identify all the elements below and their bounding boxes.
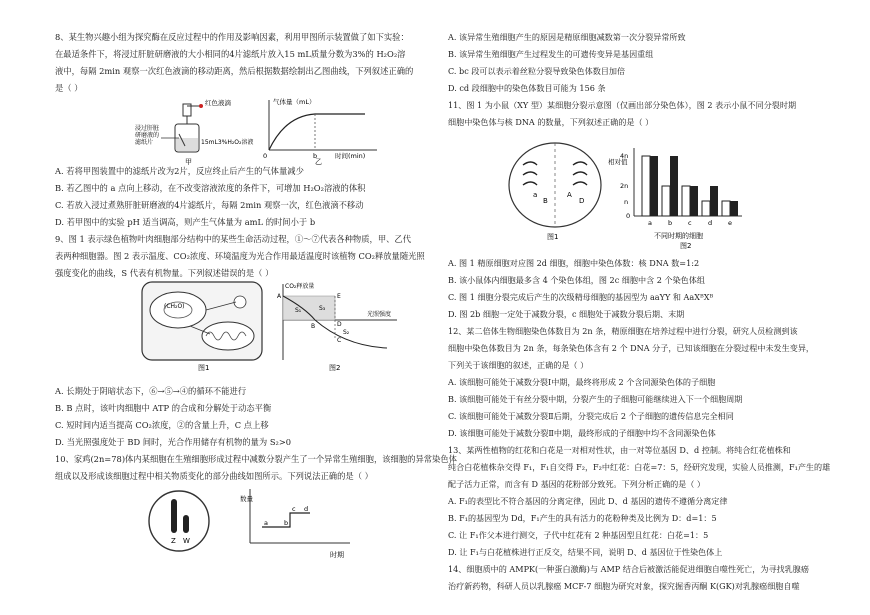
q14-line-1: 14、细胞质中的 AMPK(一种蛋白激酶)与 AMP 结合后被激活能促进细胞自噬性死亡，为寻找乳腺癌 xyxy=(448,564,809,574)
category-label-a: a xyxy=(648,219,652,227)
y-tick-n: n xyxy=(624,198,629,206)
q11-line-1: 11、图 1 为小鼠（XY 型）某细胞分裂示意图（仅画出部分染色体），图 2 表示小鼠不同分裂时期 xyxy=(448,100,797,110)
bar-chromosome-e xyxy=(722,201,730,216)
q13-line-2: 纯合白花植株杂交得 F₁，F₁自交得 F₂，F₂中红花：白花=7：5，经研究发现，实验人员推测，F₁产生的雄 xyxy=(448,462,831,472)
filter-paper-label-1: 浸过肝脏 xyxy=(135,125,160,132)
bar-chromosome-b xyxy=(662,186,670,216)
point-d-label: D xyxy=(337,321,342,328)
q12-option-d: D. 该细胞可能处于减数分裂Ⅱ中期，最终形成的子细胞中均不含同源染色体 xyxy=(448,428,716,438)
bar-chromosome-c xyxy=(682,186,690,216)
co2-curve-lower xyxy=(315,320,387,348)
point-a-label: A xyxy=(277,293,282,300)
q8-line-2: 在最适条件下，将浸过肝脏研磨液的大小相同的4片滤纸片放入15 mL质量分数为3%的 H₂O₂溶 xyxy=(55,49,406,59)
q9-co2-chart xyxy=(275,280,405,372)
q10-quantity-chart xyxy=(240,485,360,563)
figure-1-caption: 图1 xyxy=(198,364,210,372)
bar-dna-a xyxy=(650,156,658,216)
q10-option-a: A. 该异常生殖细胞产生的原因是精原细胞减数第一次分裂异常所致 xyxy=(448,32,686,42)
q8-option-a: A. 若将甲图装置中的滤纸片改为2片，反应终止后产生的气体量减少 xyxy=(55,166,304,176)
filter-paper-label-3: 滤纸片 xyxy=(135,139,154,146)
x-axis-label: 时间(min) xyxy=(335,152,366,160)
z-label: Z xyxy=(171,537,176,545)
bar-dna-e xyxy=(730,201,738,216)
category-label-c: c xyxy=(688,219,692,227)
q13-option-b: B. F₁的基因型为 Dd，F₁产生的具有活力的花粉种类及比例为 D：d=1：5 xyxy=(448,513,717,523)
q8-option-d: D. 若甲图中的实验 pH 适当调高，则产生气体量为 amL 的时间小于 b xyxy=(55,217,316,227)
y-tick-2n: 2n xyxy=(620,182,629,190)
q11-option-a: A. 图 1 精原细胞对应图 2d 细胞，细胞中染色体数：核 DNA 数=1:2 xyxy=(448,258,700,268)
point-e-label: E xyxy=(337,293,341,300)
bar-chromosome-d xyxy=(702,201,710,216)
q9-line-1: 9、图 1 表示绿色植物叶肉细胞部分结构中的某些生命活动过程，①～⑦代表各种物质，甲、乙代 xyxy=(55,234,412,244)
point-b-label: B xyxy=(311,323,316,330)
q9-cell-diagram xyxy=(140,280,270,372)
chromosome-z xyxy=(171,499,177,533)
q9-option-d: D. 当光照强度处于 BD 间时，光合作用储存有机物的量为 S₂>0 xyxy=(55,437,292,447)
red-drop-marker xyxy=(199,104,203,108)
y-axis-label: 气体量（mL） xyxy=(273,98,316,106)
q9-line-3: 强度变化的曲线，S 代表有机物量。下列叙述错误的是（ ） xyxy=(55,268,274,278)
x-axis-label: 时期 xyxy=(330,551,344,559)
point-c-label: C xyxy=(337,337,342,344)
b-label: b xyxy=(313,152,318,160)
q8-line-1: 8、某生物兴趣小组为探究酶在反应过程中的作用及影响因素，利用甲图所示装置做了如下实验： xyxy=(55,32,409,42)
bar-dna-c xyxy=(690,186,698,216)
w-label: W xyxy=(183,537,190,545)
category-labels xyxy=(648,219,732,227)
mark-d: D xyxy=(579,197,585,205)
q9-option-b: B. B 点时，该叶肉细胞中 ATP 的合成和分解处于动态平衡 xyxy=(55,403,272,413)
s1-label: S₁ xyxy=(295,307,302,314)
q13-line-3: 配子活力正常，而含有 D 基因的花粉部分致死。下列分析正确的是（ ） xyxy=(448,479,706,489)
point-c-label: c xyxy=(292,505,296,513)
q8-apparatus-figure xyxy=(135,94,254,166)
q10-line-2: 组成以及形成该细胞过程中相关物质变化的部分曲线如图所示。下列说法正确的是（ ） xyxy=(55,471,373,481)
q10-option-d: D. cd 段细胞中的染色体数目可能为 156 条 xyxy=(448,83,606,93)
point-b-label: b xyxy=(284,519,289,527)
gas-curve xyxy=(269,114,365,150)
mark-a-upper: A xyxy=(567,191,572,199)
q11-option-b: B. 该小鼠体内细胞最多含 4 个染色体组，图 2c 细胞中含 2 个染色体组 xyxy=(448,275,705,285)
chromosome-w xyxy=(183,515,189,533)
flask-liquid xyxy=(176,138,198,151)
x-axis-title: 不同时期的细胞 xyxy=(654,232,703,240)
q12-line-2: 细胞中染色体数目为 2n 条，每条染色体含有 2 个 DNA 分子，已知该细胞在分裂过程中未发生变异， xyxy=(448,343,815,353)
q13-option-c: C. 让 F₁作父本进行测交，子代中红花有 2 种基因型且红花：白花=1：5 xyxy=(448,530,709,540)
bar-dna-d xyxy=(710,186,718,216)
q10-cell-figure xyxy=(143,485,223,557)
bar-chromosome-a xyxy=(642,156,650,216)
q9-option-a: A. 长期处于阴暗状态下，⑥→⑤→④的循环不能进行 xyxy=(55,386,247,396)
q13-option-a: A. F₁的表型比不符合基因的分离定律，因此 D、d 基因的遗传不遵循分离定律 xyxy=(448,496,728,506)
origin-label: 0 xyxy=(263,152,268,160)
mark-b: B xyxy=(543,197,548,205)
q8-option-b: B. 若乙图中的 a 点向上移动，在不改变溶液浓度的条件下，可增加 H₂O₂溶液的体积 xyxy=(55,183,366,193)
q8-gas-curve-figure xyxy=(255,94,385,166)
q8-option-c: C. 若放入浸过煮熟肝脏研磨液的4片滤纸片，每隔 2min 观察一次，红色液滴不移动 xyxy=(55,200,364,210)
q10-line-1: 10、家鸡(2n=78)体内某细胞在生殖细胞形成过程中减数分裂产生了一个异常生殖细胞，该细胞的异常染色体 xyxy=(55,454,457,464)
q12-line-3: 下列关于该细胞的叙述，正确的是（ ） xyxy=(448,360,589,370)
q9-option-c: C. 短时间内适当提高 CO₂浓度，②的含量上升，C 点上移 xyxy=(55,420,269,430)
s3-label: S₃ xyxy=(319,305,326,312)
q11-option-d: D. 图 2b 细胞一定处于减数分裂，c 细胞处于减数分裂后期、末期 xyxy=(448,309,685,319)
q8-line-3: 液中，每隔 2min 观察一次红色液滴的移动距离，然后根据数据绘制出乙图曲线，下列叙述正确的 xyxy=(55,66,414,76)
q12-line-1: 12、某二倍体生物细胞染色体数目为 2n 条，精原细胞在培养过程中进行分裂，研究人员检测到该 xyxy=(448,326,798,336)
q10-option-b: B. 该异常生殖细胞产生过程发生的可遗传变异是基因重组 xyxy=(448,49,654,59)
figure-1-caption: 图1 xyxy=(547,233,559,241)
s1-region xyxy=(283,296,335,320)
q11-option-c: C. 图 1 细胞分裂完成后产生的次级精母细胞的基因型为 aaYY 和 AaXᴮXᴮ xyxy=(448,292,714,302)
y-tick-0: 0 xyxy=(626,212,631,220)
point-a-label: a xyxy=(264,519,268,527)
point-d-label: d xyxy=(304,505,309,513)
y-tick-4n: 4n xyxy=(620,152,629,160)
q11-line-2: 细胞中染色体与核 DNA 的数量，下列叙述正确的是（ ） xyxy=(448,117,654,127)
q12-option-a: A. 该细胞可能处于减数分裂Ⅰ中期，最终将形成 2 个含同源染色体的子细胞 xyxy=(448,377,716,387)
q12-option-c: C. 该细胞可能处于减数分裂Ⅱ后期，分裂完成后 2 个子细胞的遗传信息完全相同 xyxy=(448,411,734,421)
figure-2-caption: 图2 xyxy=(329,364,341,372)
category-label-e: e xyxy=(728,219,732,227)
y-axis-title: 相对值 xyxy=(608,158,628,166)
y-axis-label: CO₂释放量 xyxy=(285,283,315,290)
q8-line-4: 是（ ） xyxy=(55,83,83,93)
bar-dna-b xyxy=(670,156,678,216)
q12-option-b: B. 该细胞可能处于有丝分裂中期，分裂产生的子细胞可能继续进入下一个细胞周期 xyxy=(448,394,743,404)
q10-option-c: C. bc 段可以表示着丝粒分裂导致染色体数目加倍 xyxy=(448,66,626,76)
bar-group xyxy=(642,156,738,216)
cell-circle xyxy=(149,491,209,551)
figure-jia-caption: 甲 xyxy=(185,158,192,166)
red-drop-label: 红色液滴 xyxy=(205,99,231,107)
q13-line-1: 13、某两性植物的红花和白花是一对相对性状，由一对等位基因 D、d 控制。将纯合红花植株和 xyxy=(448,445,791,455)
figure-yi-caption: 乙 xyxy=(315,158,322,166)
q11-bar-chart xyxy=(608,138,748,250)
filter-paper-label-2: 研磨液的 xyxy=(135,132,160,139)
x-axis-label: 光照强度 xyxy=(367,311,392,318)
category-label-d: d xyxy=(708,219,713,227)
solution-label: 15mL3%H₂O₂溶液 xyxy=(201,139,254,146)
q9-line-2: 表两种细胞器。图 2 表示温度、CO₂浓度、环境温度为光合作用最适温度时该植物 CO₂释放量随光照 xyxy=(55,251,425,261)
ch2o-label: (CH₂O) xyxy=(164,303,185,310)
q13-option-d: D. 让 F₁与白花植株进行正反交，结果不同，说明 D、d 基因位于性染色体上 xyxy=(448,547,723,557)
figure-2-caption: 图2 xyxy=(680,242,692,250)
q14-line-2: 治疗新药物，科研人员以乳腺癌 MCF-7 细胞为研究对象，探究掘香丙酮 K(GK)对乳腺癌细胞自噬 xyxy=(448,581,800,591)
s2-label: S₂ xyxy=(343,329,350,336)
y-axis-label: 数量 xyxy=(240,495,253,503)
mitochondrion xyxy=(202,322,254,350)
chloroplast xyxy=(150,292,206,328)
mark-a: a xyxy=(533,191,538,199)
q11-cell-figure xyxy=(503,135,608,245)
category-label-b: b xyxy=(668,219,673,227)
